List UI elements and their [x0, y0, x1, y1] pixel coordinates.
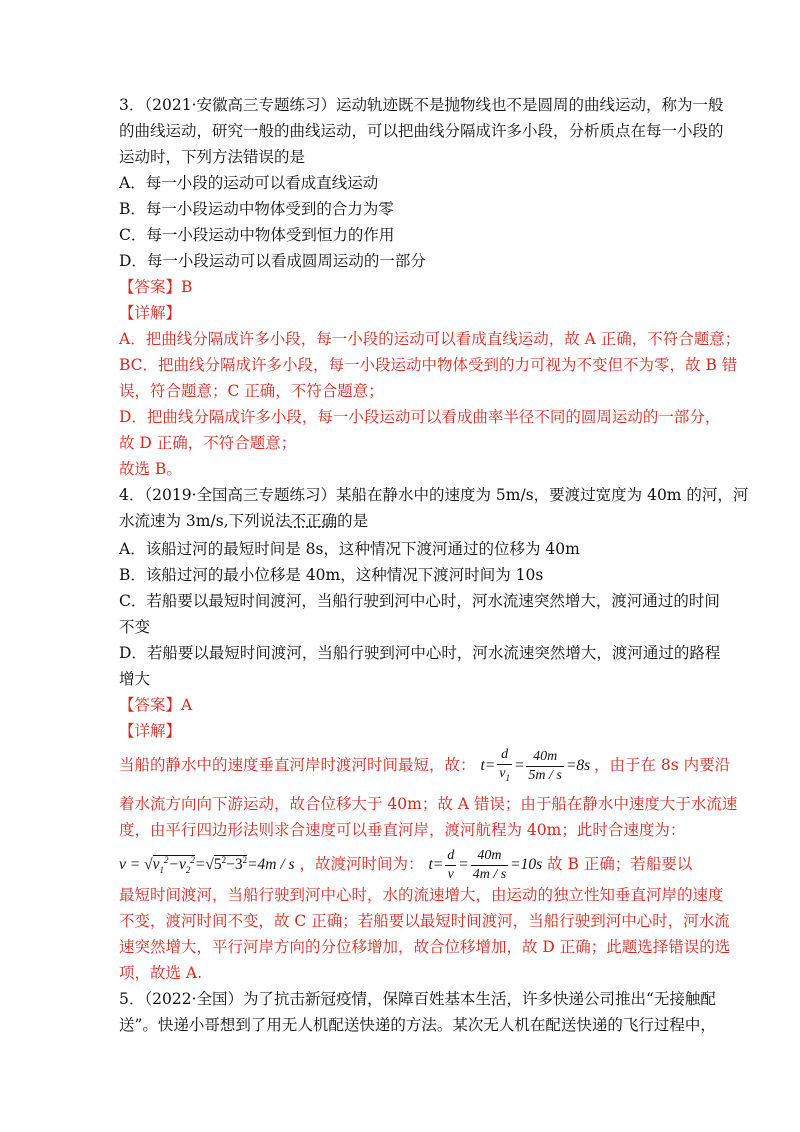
q4-stem-line2 [119, 508, 690, 534]
q4-answer: 【答案】A [119, 696, 193, 714]
q3-answer: 【答案】B [119, 278, 193, 296]
q3-explanation-5: 故 D 正确，不符合题意； [119, 434, 297, 452]
formula3-v: v [447, 867, 454, 883]
q3-option-d: D．每一小段运动可以看成圆周运动的一部分 [119, 252, 426, 270]
formula1-frac-dv [497, 746, 512, 787]
formula-time-min: t= $\frac{d}{v_1}$ = $\frac{40m}{5m / s}$ =8s [480, 757, 594, 774]
formula1-frac-value [526, 748, 563, 785]
formula1-sub: 1 [505, 772, 510, 783]
q3-explanation-2: BC．把曲线分隔成许多小段，每一小段运动中物体受到的力可视为不变但不为零，故 B 错 [119, 356, 738, 374]
formula3-t: t [428, 856, 433, 874]
q4-stem-line2-part3: 的是 [337, 512, 369, 530]
q4-explanation-3: 度，由平行四边形法则求合速度可以垂直河岸，渡河航程为 40m；此时合速度为： [119, 821, 686, 839]
q4-option-a: A．该船过河的最短时间是 8s，这种情况下渡河通过的位移为 40m [119, 540, 580, 558]
q4-option-d-line1: D．若船要以最短时间渡河，当船行驶到河中心时，河水流速突然增大，渡河通过的路程 [119, 644, 721, 662]
q4-exp4-text-a: ，故渡河时间为： [299, 855, 424, 874]
q4-exp1-text-b: ，由于在 8s 内要沿 [594, 756, 731, 774]
q4-exp1-text-a: 当船的静水中的速度垂直河岸时渡河时间最短，故： [119, 756, 476, 774]
q3-stem-line1: 3．（2021·安徽高三专题练习）运动轨迹既不是抛物线也不是圆周的曲线运动，称为一般 [119, 96, 724, 114]
q4-explanation-6: 不变，渡河时间不变，故 C 正确；若船要以最短时间渡河，当船行驶到河中心时，河水流 [119, 912, 730, 930]
q4-stem-line1: 4．（2019·全国高三专题练习）某船在静水中的速度为 5m/s，要渡过宽度为 40m 的河，河 [119, 486, 749, 504]
q5-stem-line2: 送”。快递小哥想到了用无人机配送快递的方法。某次无人机在配送快递的飞行过程中， [119, 1016, 716, 1034]
q3-option-c: C．每一小段运动中物体受到恒力的作用 [119, 226, 395, 244]
formula3-num: 40m [471, 847, 508, 866]
q3-option-a: A．每一小段的运动可以看成直线运动 [119, 174, 379, 192]
q4-explanation-1 [119, 745, 731, 787]
formula3-frac-value [471, 847, 508, 884]
formula3-result: =10s [510, 856, 543, 874]
formula3-d: d [445, 847, 456, 866]
formula1-d: d [497, 746, 512, 765]
formula1-den: 5m / s [528, 767, 562, 783]
formula3-frac-dv [445, 847, 456, 884]
formula1-result: =8s [565, 757, 591, 774]
q3-stem-line3: 运动时，下列方法错误的是 [119, 148, 306, 166]
formula3-den: 4m / s [472, 867, 507, 883]
q3-explanation-4: D．把曲线分隔成许多小段，每一小段运动可以看成曲率半径不同的圆周运动的一部分， [119, 408, 721, 426]
q4-explanation-8: 项，故选 A. [119, 964, 203, 982]
formula-crossing-time: t= $\frac{d}{v}$ = $\frac{40m}{4m / s}$ =10s [428, 848, 543, 883]
q4-explanation-2: 着水流方向向下游运动，故合位移大于 40m；故 A 错误；由于船在静水中速度大于水流速 [119, 795, 738, 813]
formula1-t: t [480, 757, 485, 774]
formula1-v1 [497, 765, 512, 787]
q4-emphasis-not-correct: 不正确 [290, 512, 338, 530]
formula1-num: 40m [526, 748, 563, 767]
q5-stem-line1: 5．（2022·全国）为了抗击新冠疫情，保障百姓基本生活，许多快递公司推出“无接触配 [119, 990, 716, 1008]
formula-resultant-velocity: $v = √v_1^2-v_2^2=√5^2-3^2=4m / s$ [119, 855, 295, 876]
formula2-lhs: v = [119, 856, 145, 874]
q4-exp4-text-b: 故 B 正确；若船要以 [547, 855, 693, 874]
q3-option-b: B．每一小段运动中物体受到的合力为零 [119, 200, 394, 218]
q3-explanation-3: 误，符合题意；C 正确，不符合题意； [119, 382, 384, 400]
q3-detail-heading: 【详解】 [119, 304, 182, 322]
q4-explanation-5: 最短时间渡河，当船行驶到河中心时，水的流速增大，由运动的独立性知垂直河岸的速度 [119, 886, 724, 904]
q3-explanation-6: 故选 B。 [119, 460, 182, 478]
q3-stem-line2: 的曲线运动，研究一般的曲线运动，可以把曲线分隔成许多小段，分析质点在每一小段的 [119, 122, 724, 140]
q4-explanation-7: 速突然增大，平行河岸方向的分位移增加，故合位移增加，故 D 正确；此题选择错误的选 [119, 938, 731, 956]
q3-explanation-1: A．把曲线分隔成许多小段，每一小段的运动可以看成直线运动，故 A 正确，不符合题意； [119, 330, 741, 348]
q4-option-d-line2: 增大 [119, 670, 151, 688]
q4-stem-line2-part1: 水流速为 3m/s,下列说法 [119, 512, 291, 530]
q4-option-c-line2: 不变 [119, 618, 151, 636]
formula1-v: v [499, 766, 506, 782]
q4-option-c-line1: C．若船要以最短时间渡河，当船行驶到河中心时，河水流速突然增大，渡河通过的时间 [119, 592, 720, 610]
formula2-result: =4m / s [247, 856, 295, 874]
q4-option-b: B．该船过河的最小位移是 40m，这种情况下渡河时间为 10s [119, 566, 544, 584]
q4-detail-heading: 【详解】 [119, 722, 182, 740]
